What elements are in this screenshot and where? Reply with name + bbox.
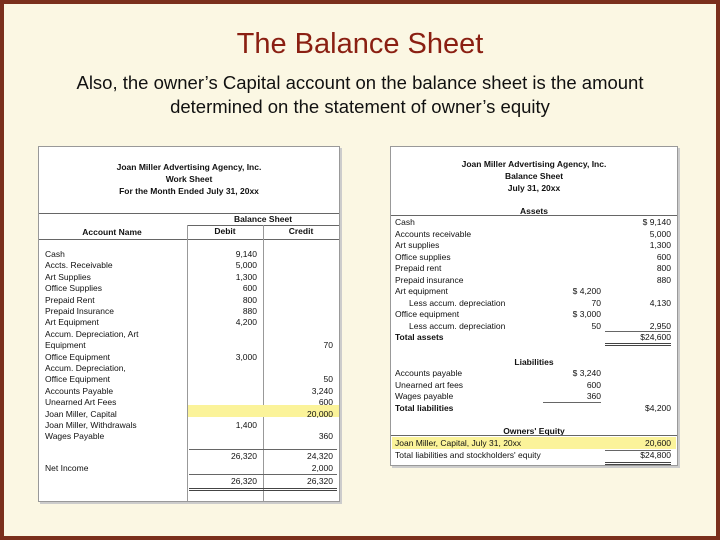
ws-row-debit: 3,000 <box>235 351 257 362</box>
bs-row-label: Office supplies <box>395 251 451 262</box>
bs-row-amount: $4,200 <box>645 402 671 413</box>
ws-row-credit: 20,000 <box>307 408 333 419</box>
ws-subtotal-debit: 26,320 <box>231 451 257 461</box>
bs-row-mid: 600 <box>586 379 601 390</box>
ws-row-account: Accum. Depreciation, <box>45 363 126 373</box>
ws-net-income-credit: 2,000 <box>311 463 333 473</box>
ws-row-credit: 360 <box>318 431 333 442</box>
bs-assets-rule <box>391 215 677 216</box>
ws-col-credit: Credit <box>288 226 314 236</box>
bs-row-label: Prepaid insurance <box>395 274 464 285</box>
bs-row-label: Accounts payable <box>395 368 463 378</box>
ws-row-account: Unearned Art Fees <box>45 397 117 408</box>
bs-row-amount: 5,000 <box>649 228 671 239</box>
ws-col-divider <box>187 225 188 501</box>
ws-subtotal-credit: 24,320 <box>307 451 333 461</box>
ws-row-credit: 50 <box>323 374 333 385</box>
ws-row-account: Cash <box>45 249 65 259</box>
bs-row-label: Total liabilities and stockholders' equity <box>395 449 541 460</box>
bs-equity-rule <box>391 435 677 436</box>
subtitle-line-1: Also, the owner’s Capital account on the balance sheet is the amount <box>76 72 644 93</box>
ws-row-account: Office Supplies <box>45 283 103 294</box>
ws-row-debit: 800 <box>242 294 257 305</box>
ws-row-credit: 70 <box>323 340 333 351</box>
bs-row-mid: 50 <box>591 320 601 331</box>
ws-row-account: Accum. Depreciation, Art <box>45 328 139 339</box>
bs-final-double-rule <box>605 462 671 465</box>
ws-row-account: Office Equipment <box>45 351 111 362</box>
ws-row-account: Equipment <box>45 340 86 351</box>
bs-row-label: Accounts receivable <box>395 228 472 239</box>
bs-row-amount: 20,600 <box>645 438 671 448</box>
ws-row-account: Accounts Payable <box>45 385 114 396</box>
ws-row-account: Prepaid Rent <box>45 294 95 305</box>
bs-final-rule <box>605 450 671 451</box>
ws-row-account: Prepaid Insurance <box>45 306 114 316</box>
ws-row-account: Wages Payable <box>45 431 105 442</box>
ws-row-account: Joan Miller, Withdrawals <box>45 420 137 430</box>
bs-row-label: Joan Miller, Capital, July 31, 20xx <box>395 438 522 448</box>
ws-row-debit: 1,400 <box>235 420 257 430</box>
bs-row-label: Art equipment <box>395 286 448 296</box>
ws-total-double-rule <box>189 488 337 491</box>
ws-row-debit: 600 <box>242 283 257 294</box>
subtitle-line-2: determined on the statement of owner’s equity <box>170 96 550 117</box>
work-sheet <box>38 146 340 502</box>
bs-row-label: Unearned art fees <box>395 379 464 390</box>
bs-liabilities-header: Liabilities <box>514 357 554 367</box>
ws-colhead-rule <box>39 239 339 240</box>
bs-row-label: Total assets <box>395 332 444 342</box>
bs-row-label: Office equipment <box>395 309 460 319</box>
bs-row-amount: 4,130 <box>649 297 671 308</box>
ws-row-debit: 880 <box>242 306 257 316</box>
ws-net-income-label: Net Income <box>45 463 89 473</box>
bs-liabilities-rule <box>543 402 601 403</box>
ws-col-divider <box>263 225 264 501</box>
ws-row-account: Art Equipment <box>45 317 99 328</box>
bs-row-mid: 360 <box>586 391 601 401</box>
bs-row-amount: $ 9,140 <box>642 217 671 227</box>
bs-row-label: Less accum. depreciation <box>409 297 506 308</box>
bs-total-assets-double-rule <box>605 343 671 346</box>
bs-row-mid: $ 3,000 <box>572 309 601 319</box>
ws-row-debit: 9,140 <box>235 249 257 259</box>
bs-company: Joan Miller Advertising Agency, Inc. <box>461 159 607 169</box>
ws-col-account: Account Name <box>82 227 142 237</box>
ws-col-debit: Debit <box>214 226 236 236</box>
ws-row-credit: 3,240 <box>311 385 333 396</box>
bs-row-amount: $24,600 <box>640 332 671 342</box>
ws-row-account: Office Equipment <box>45 374 111 385</box>
bs-row-mid: $ 4,200 <box>572 286 601 296</box>
slide-subtitle <box>40 71 680 119</box>
bs-row-amount: 2,950 <box>649 320 671 331</box>
bs-row-label: Wages payable <box>395 391 454 401</box>
ws-company: Joan Miller Advertising Agency, Inc. <box>116 162 262 172</box>
ws-row-debit: 1,300 <box>235 271 257 282</box>
bs-title: Balance Sheet <box>504 171 564 181</box>
bs-date: July 31, 20xx <box>507 183 561 193</box>
ws-title: Work Sheet <box>165 174 213 184</box>
bs-row-mid: 70 <box>591 297 601 308</box>
bs-row-amount: 800 <box>656 263 671 273</box>
slide-title: The Balance Sheet <box>236 28 484 60</box>
bs-row-label: Art supplies <box>395 240 440 250</box>
bs-row-amount: 880 <box>656 274 671 285</box>
ws-row-credit: 600 <box>318 397 333 408</box>
ws-row-debit: 5,000 <box>235 260 257 271</box>
bs-row-amount: $24,800 <box>640 449 671 460</box>
bs-total-assets-rule <box>605 331 671 332</box>
bs-row-label: Prepaid rent <box>395 263 442 273</box>
ws-row-account: Accts. Receivable <box>45 260 113 271</box>
ws-period: For the Month Ended July 31, 20xx <box>119 186 259 196</box>
balance-sheet <box>390 146 678 466</box>
bs-row-amount: 1,300 <box>649 240 671 250</box>
bs-row-label: Cash <box>395 217 415 227</box>
ws-row-account: Joan Miller, Capital <box>45 408 117 419</box>
ws-subtotal-rule <box>189 449 337 450</box>
bs-row-amount: 600 <box>656 251 671 262</box>
bs-assets-header: Assets <box>520 206 548 216</box>
bs-row-mid: $ 3,240 <box>572 368 601 378</box>
ws-row-account: Art Supplies <box>45 271 91 282</box>
bs-equity-header: Owners' Equity <box>503 426 565 436</box>
ws-row-debit: 4,200 <box>235 317 257 328</box>
ws-total-debit: 26,320 <box>231 476 257 486</box>
ws-total-rule <box>189 474 337 475</box>
bs-row-label: Less accum. depreciation <box>409 320 506 331</box>
ws-total-credit: 26,320 <box>307 476 333 486</box>
bs-row-label: Total liabilities <box>395 402 454 413</box>
ws-section-header: Balance Sheet <box>233 214 293 224</box>
